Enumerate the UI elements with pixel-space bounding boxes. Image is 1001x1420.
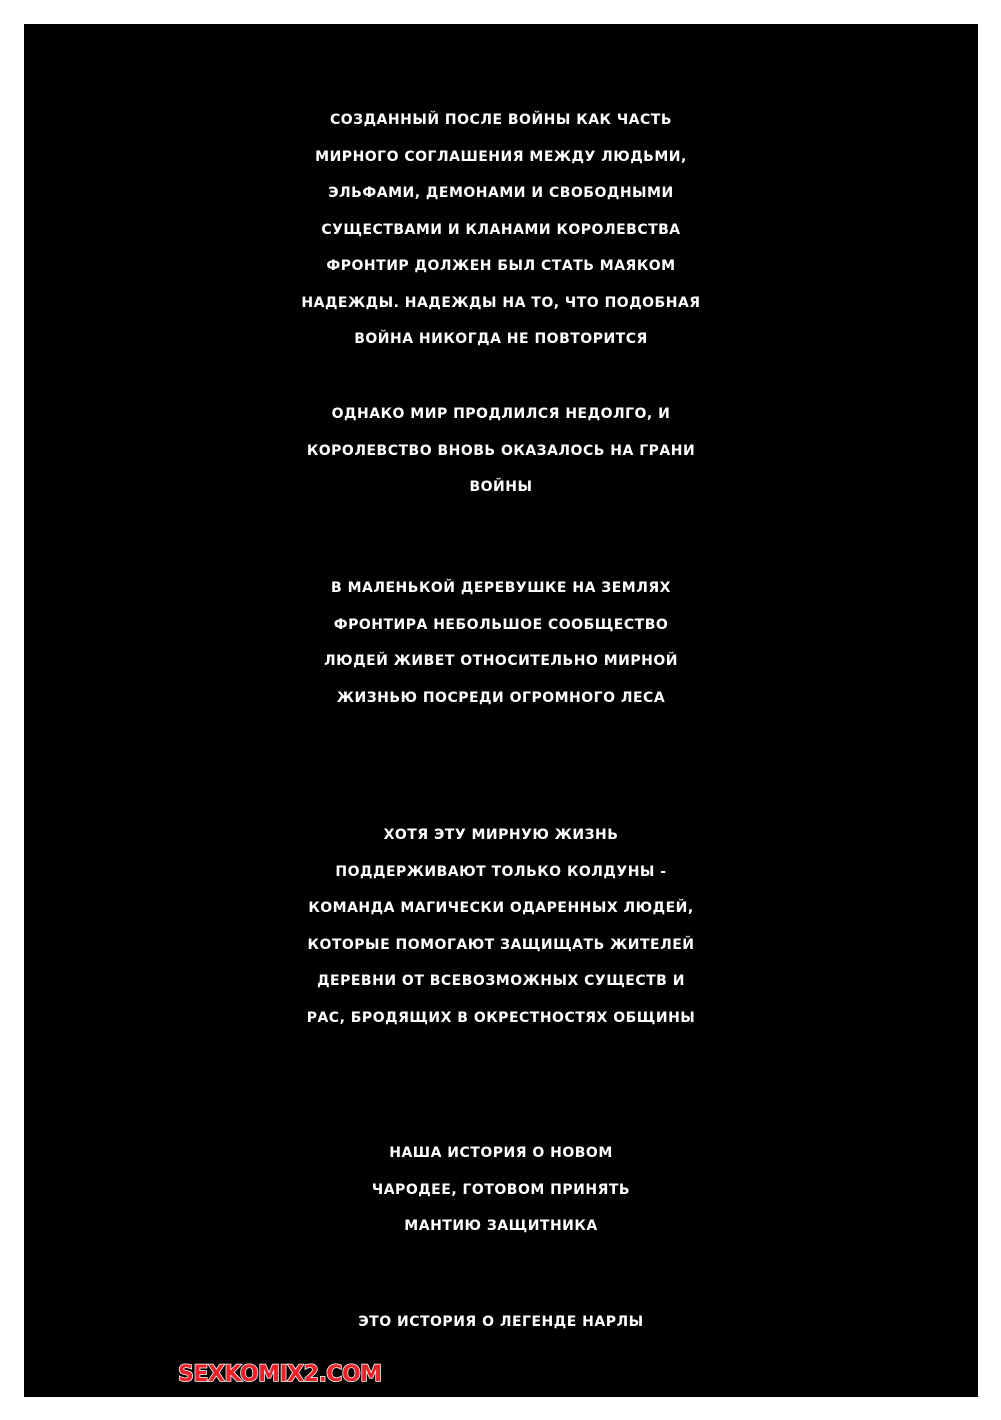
text-line: СОЗДАННЫЙ ПОСЛЕ ВОЙНЫ КАК ЧАСТЬ xyxy=(329,112,673,128)
paragraph-brink-of-war xyxy=(24,396,978,506)
watermark-part: SEX xyxy=(178,1362,225,1387)
story-panel xyxy=(24,24,978,1397)
text-line: ФРОНТИРА НЕБОЛЬШОЕ СООБЩЕСТВО xyxy=(333,616,669,633)
text-line: ДЕРЕВНИ ОТ ВСЕВОЗМОЖНЫХ СУЩЕСТВ И xyxy=(317,973,685,989)
text-line: В МАЛЕНЬКОЙ ДЕРЕВУШКЕ НА ЗЕМЛЯХ xyxy=(331,580,671,596)
text-line: ХОТЯ ЭТУ МИРНУЮ ЖИЗНЬ xyxy=(383,827,619,843)
text-line: РАС, БРОДЯЩИХ В ОКРЕСТНОСТЯХ ОБЩИНЫ xyxy=(306,1009,696,1026)
text-line: ЖИЗНЬЮ ПОСРЕДИ ОГРОМНОГО ЛЕСА xyxy=(336,689,666,706)
text-line: ЭЛЬФАМИ, ДЕМОНАМИ И СВОБОДНЫМИ xyxy=(328,185,674,201)
text-line: ЧАРОДЕЕ, ГОТОВОМ ПРИНЯТЬ xyxy=(371,1181,631,1198)
paragraph-village xyxy=(24,570,978,716)
text-line: КОРОЛЕВСТВО ВНОВЬ ОКАЗАЛОСЬ НА ГРАНИ xyxy=(306,442,696,459)
text-line: МАНТИЮ ЗАЩИТНИКА xyxy=(404,1218,598,1234)
text-line: КОМАНДА МАГИЧЕСКИ ОДАРЕННЫХ ЛЮДЕЙ, xyxy=(308,900,694,916)
paragraph-legend xyxy=(24,1304,978,1341)
paragraph-sorcerers xyxy=(24,817,978,1036)
text-line: ЭТО ИСТОРИЯ О ЛЕГЕНДЕ НАРЛЫ xyxy=(358,1314,644,1330)
text-line: ВОЙНА НИКОГДА НЕ ПОВТОРИТСЯ xyxy=(354,331,648,347)
paragraph-new-wizard xyxy=(24,1135,978,1245)
text-line: ПОДДЕРЖИВАЮТ ТОЛЬКО КОЛДУНЫ - xyxy=(335,863,667,880)
text-line: ЛЮДЕЙ ЖИВЕТ ОТНОСИТЕЛЬНО МИРНОЙ xyxy=(324,653,678,669)
text-line: ВОЙНЫ xyxy=(469,479,533,495)
site-watermark xyxy=(178,1362,382,1388)
intro-paragraph-peace-treaty xyxy=(24,102,978,358)
text-line: ОДНАКО МИР ПРОДЛИЛСЯ НЕДОЛГО, И xyxy=(331,406,671,422)
text-line: НАДЕЖДЫ. НАДЕЖДЫ НА ТО, ЧТО ПОДОБНАЯ xyxy=(301,294,701,311)
text-line: КОТОРЫЕ ПОМОГАЮТ ЗАЩИЩАТЬ ЖИТЕЛЕЙ xyxy=(307,936,695,953)
text-line: МИРНОГО СОГЛАШЕНИЯ МЕЖДУ ЛЮДЬМИ, xyxy=(315,148,687,165)
watermark-part: KOMIX2 xyxy=(224,1362,319,1387)
text-line: ФРОНТИР ДОЛЖЕН БЫЛ СТАТЬ МАЯКОМ xyxy=(326,258,676,274)
watermark-part: .COM xyxy=(318,1362,382,1387)
text-line: НАША ИСТОРИЯ О НОВОМ xyxy=(389,1145,613,1161)
text-line: СУЩЕСТВАМИ И КЛАНАМИ КОРОЛЕВСТВА xyxy=(321,221,681,238)
